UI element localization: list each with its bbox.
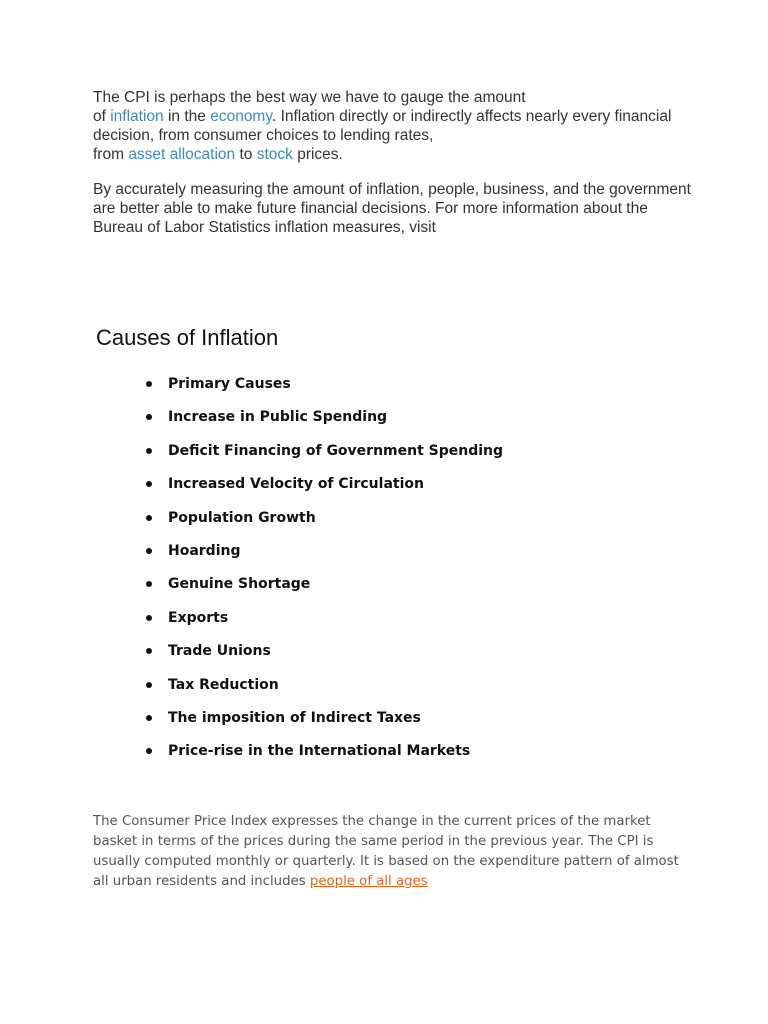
bullet-icon: [146, 748, 152, 754]
list-item: [168, 474, 503, 507]
list-item: [168, 407, 503, 440]
outro-paragraph: [93, 812, 693, 892]
list-item: [168, 441, 503, 474]
list-item-label: The imposition of Indirect Taxes: [168, 709, 421, 726]
outro-text: The Consumer Price Index expresses the change in the current prices of the market basket in terms of the prices during the same period in the previous year. The CPI is usually computed monthly or quarterly. It is based on the expenditure pattern of almost all urban residents and includes: [93, 814, 679, 889]
list-item-label: Deficit Financing of Government Spending: [168, 442, 504, 459]
intro-text: to: [235, 146, 257, 163]
intro-paragraph-1: [93, 88, 693, 164]
list-item-label: Exports: [168, 609, 229, 626]
asset-allocation-link[interactable]: asset allocation: [128, 146, 236, 163]
inflation-link[interactable]: inflation: [110, 108, 164, 125]
list-item: [168, 708, 503, 741]
bullet-icon: [146, 414, 152, 420]
causes-list: [168, 374, 503, 775]
bullet-icon: [146, 515, 152, 521]
section-heading: Causes of Inflation: [96, 325, 279, 350]
list-item: [168, 374, 503, 407]
list-item: [168, 508, 503, 541]
intro-text: . Inflation directly or indirectly affects nearly every financial decision, from consumer choices to lending rates,: [93, 108, 672, 144]
list-item: [168, 675, 503, 708]
stock-link[interactable]: stock: [256, 146, 293, 163]
list-item: [168, 741, 503, 774]
bullet-icon: [146, 448, 152, 454]
intro-paragraph-2: By accurately measuring the amount of inflation, people, business, and the government are better able to make future financial decisions. For more information about the Bureau of Labor Statistics inflation measures, visit: [93, 181, 691, 236]
list-item-label: Increased Velocity of Circulation: [168, 476, 424, 493]
intro-text: from: [93, 146, 129, 163]
list-item: [168, 541, 503, 574]
bullet-icon: [146, 481, 152, 487]
list-item-label: Price-rise in the International Markets: [168, 743, 471, 760]
bullet-icon: [146, 715, 152, 721]
intro-text: in the: [163, 108, 211, 125]
bullet-icon: [146, 682, 152, 688]
list-item: [168, 608, 503, 641]
list-item-label: Population Growth: [168, 509, 316, 526]
intro-text: prices.: [292, 146, 343, 163]
bullet-icon: [146, 548, 152, 554]
list-item: [168, 574, 503, 607]
list-item-label: Hoarding: [168, 542, 241, 559]
bullet-icon: [146, 381, 152, 387]
intro-text: of: [93, 108, 111, 125]
people-of-all-ages-link[interactable]: people of all ages: [309, 874, 428, 889]
bullet-icon: [146, 648, 152, 654]
intro-text: The CPI is perhaps the best way we have to gauge the amount: [93, 89, 526, 106]
list-item-label: Increase in Public Spending: [168, 409, 388, 426]
list-item-label: Genuine Shortage: [168, 576, 311, 593]
list-item: [168, 641, 503, 674]
list-item-label: Tax Reduction: [168, 676, 279, 693]
bullet-icon: [146, 615, 152, 621]
bullet-icon: [146, 581, 152, 587]
list-item-label: Trade Unions: [168, 643, 271, 660]
economy-link[interactable]: economy: [210, 108, 272, 125]
list-item-label: Primary Causes: [168, 376, 291, 392]
